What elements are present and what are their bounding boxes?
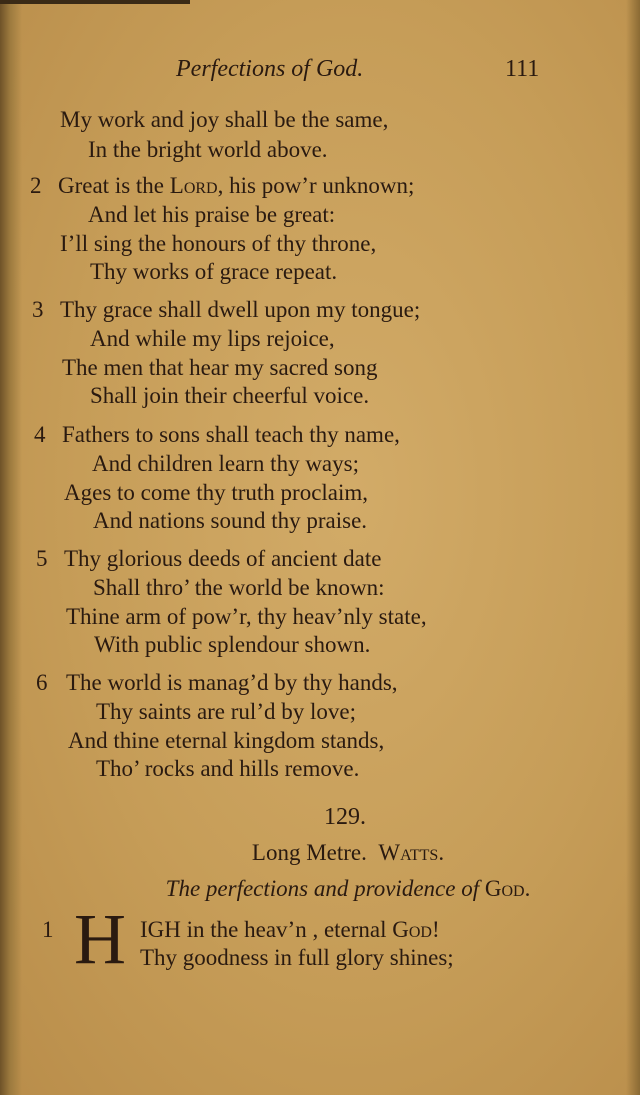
verse-line: Ages to come thy truth proclaim, xyxy=(64,480,369,505)
verse-line: And children learn thy ways; xyxy=(92,451,359,476)
stanza-number: 3 xyxy=(32,297,44,322)
verse-line: In the bright world above. xyxy=(88,137,328,162)
verse-line: Thy saints are rul’d by love; xyxy=(96,699,356,724)
stanza-number: 4 xyxy=(34,422,46,447)
verse-line: Thine arm of pow’r, thy heav’nly state, xyxy=(66,604,427,629)
stanza-number: 5 xyxy=(36,546,48,571)
page-binding-edge xyxy=(0,0,22,1095)
verse-line: IGH in the heav’n , eternal God! xyxy=(140,917,440,942)
verse-line: And nations sound thy praise. xyxy=(93,508,368,533)
verse-line: Thy works of grace repeat. xyxy=(90,259,338,284)
verse-line: The world is manag’d by thy hands, xyxy=(66,670,398,695)
hymn-subject: The perfections and providence of God. xyxy=(165,876,531,901)
stanza-number: 2 xyxy=(30,173,42,198)
page-number: 111 xyxy=(505,56,540,82)
stanza-number: 6 xyxy=(36,670,48,695)
page-outer-edge xyxy=(626,0,640,1095)
verse-line: Fathers to sons shall teach thy name, xyxy=(62,422,400,447)
verse-line: Thy grace shall dwell upon my tongue; xyxy=(60,297,421,322)
verse-line: With public splendour shown. xyxy=(94,632,371,657)
hymn-metre-line: Long Metre. Watts. xyxy=(251,840,445,865)
verse-line: And thine eternal kingdom stands, xyxy=(68,728,385,753)
running-title: Perfections of God. xyxy=(176,56,364,82)
verse-line: Great is the Lord, his pow’r unknown; xyxy=(58,173,415,198)
verse-line: I’ll sing the honours of thy throne, xyxy=(60,231,377,256)
top-border-mark xyxy=(0,0,190,4)
drop-cap: H xyxy=(74,899,126,979)
verse-line: And while my lips rejoice, xyxy=(90,326,335,351)
verse-line: Tho’ rocks and hills remove. xyxy=(96,756,360,781)
verse-line: My work and joy shall be the same, xyxy=(60,107,389,132)
hymn-number: 129. xyxy=(324,804,366,830)
metre-label: Long Metre. xyxy=(251,840,367,865)
verse-line: Shall join their cheerful voice. xyxy=(90,383,370,408)
verse-line: The men that hear my sacred song xyxy=(62,355,378,380)
verse-line: Shall thro’ the world be known: xyxy=(93,575,385,600)
verse-line: Thy goodness in full glory shines; xyxy=(140,945,454,970)
stanza-number: 1 xyxy=(42,917,54,942)
verse-line: And let his praise be great: xyxy=(88,202,336,227)
verse-line: Thy glorious deeds of ancient date xyxy=(64,546,382,571)
running-header xyxy=(0,56,640,90)
hymn-author: Watts xyxy=(378,840,439,865)
